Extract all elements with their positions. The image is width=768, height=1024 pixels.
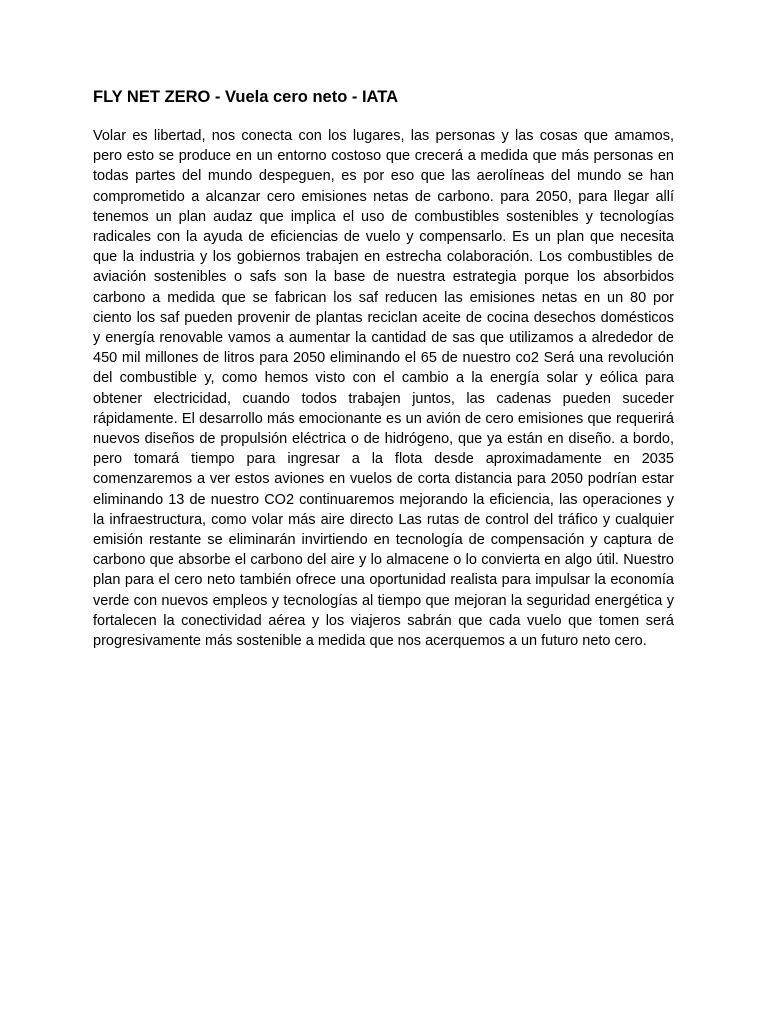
document-title: FLY NET ZERO - Vuela cero neto - IATA	[93, 88, 398, 106]
document-body-paragraph: Volar es libertad, nos conecta con los lugares, las personas y las cosas que amamos, pero esto se produce en un entorno costoso que crecerá a medida que más personas en todas partes del mundo despeguen, es por eso que las aerolíneas del mundo se han comprometido a alcanzar cero emisiones netas de carbono. para 2050, para llegar allí tenemos un plan audaz que implica el uso de combustibles sostenibles y tecnologías radicales con la ayuda de eficiencias de vuelo y compensarlo. Es un plan que necesita que la industria y los gobiernos trabajen en estrecha colaboración. Los combustibles de aviación sostenibles o safs son la base de nuestra estrategia porque los absorbidos carbono a medida que se fabrican los saf reducen las emisiones netas en un 80 por ciento los saf pueden provenir de plantas reciclan aceite de cocina desechos domésticos y energía renovable vamos a aumentar la cantidad de sas que utilizamos a alrededor de 450 mil millones de litros para 2050 eliminando el 65 de nuestro co2 Será una revolución del combustible y, como hemos visto con el cambio a la energía solar y eólica para obtener electricidad, cuando todos trabajen juntos, las cadenas pueden suceder rápidamente. El desarrollo más emocionante es un avión de cero emisiones que requerirá nuevos diseños de propulsión eléctrica o de hidrógeno, que ya están en diseño. a bordo, pero tomará tiempo para ingresar a la flota desde aproximadamente en 2035 comenzaremos a ver estos aviones en vuelos de corta distancia para 2050 podrían estar eliminando 13 de nuestro CO2 continuaremos mejorando la eficiencia, las operaciones y la infraestructura, como volar más aire directo Las rutas de control del tráfico y cualquier emisión restante se eliminarán invirtiendo en tecnología de compensación y captura de carbono que absorbe el carbono del aire y lo almacene o lo convierta en algo útil. Nuestro plan para el cero neto también ofrece una oportunidad realista para impulsar la economía verde con nuevos empleos y tecnologías al tiempo que mejoran la seguridad energética y fortalecen la conectividad aérea y los viajeros sabrán que cada vuelo que tomen será progresivamente más sostenible a medida que nos acerquemos a un futuro neto cero.	[93, 128, 674, 650]
